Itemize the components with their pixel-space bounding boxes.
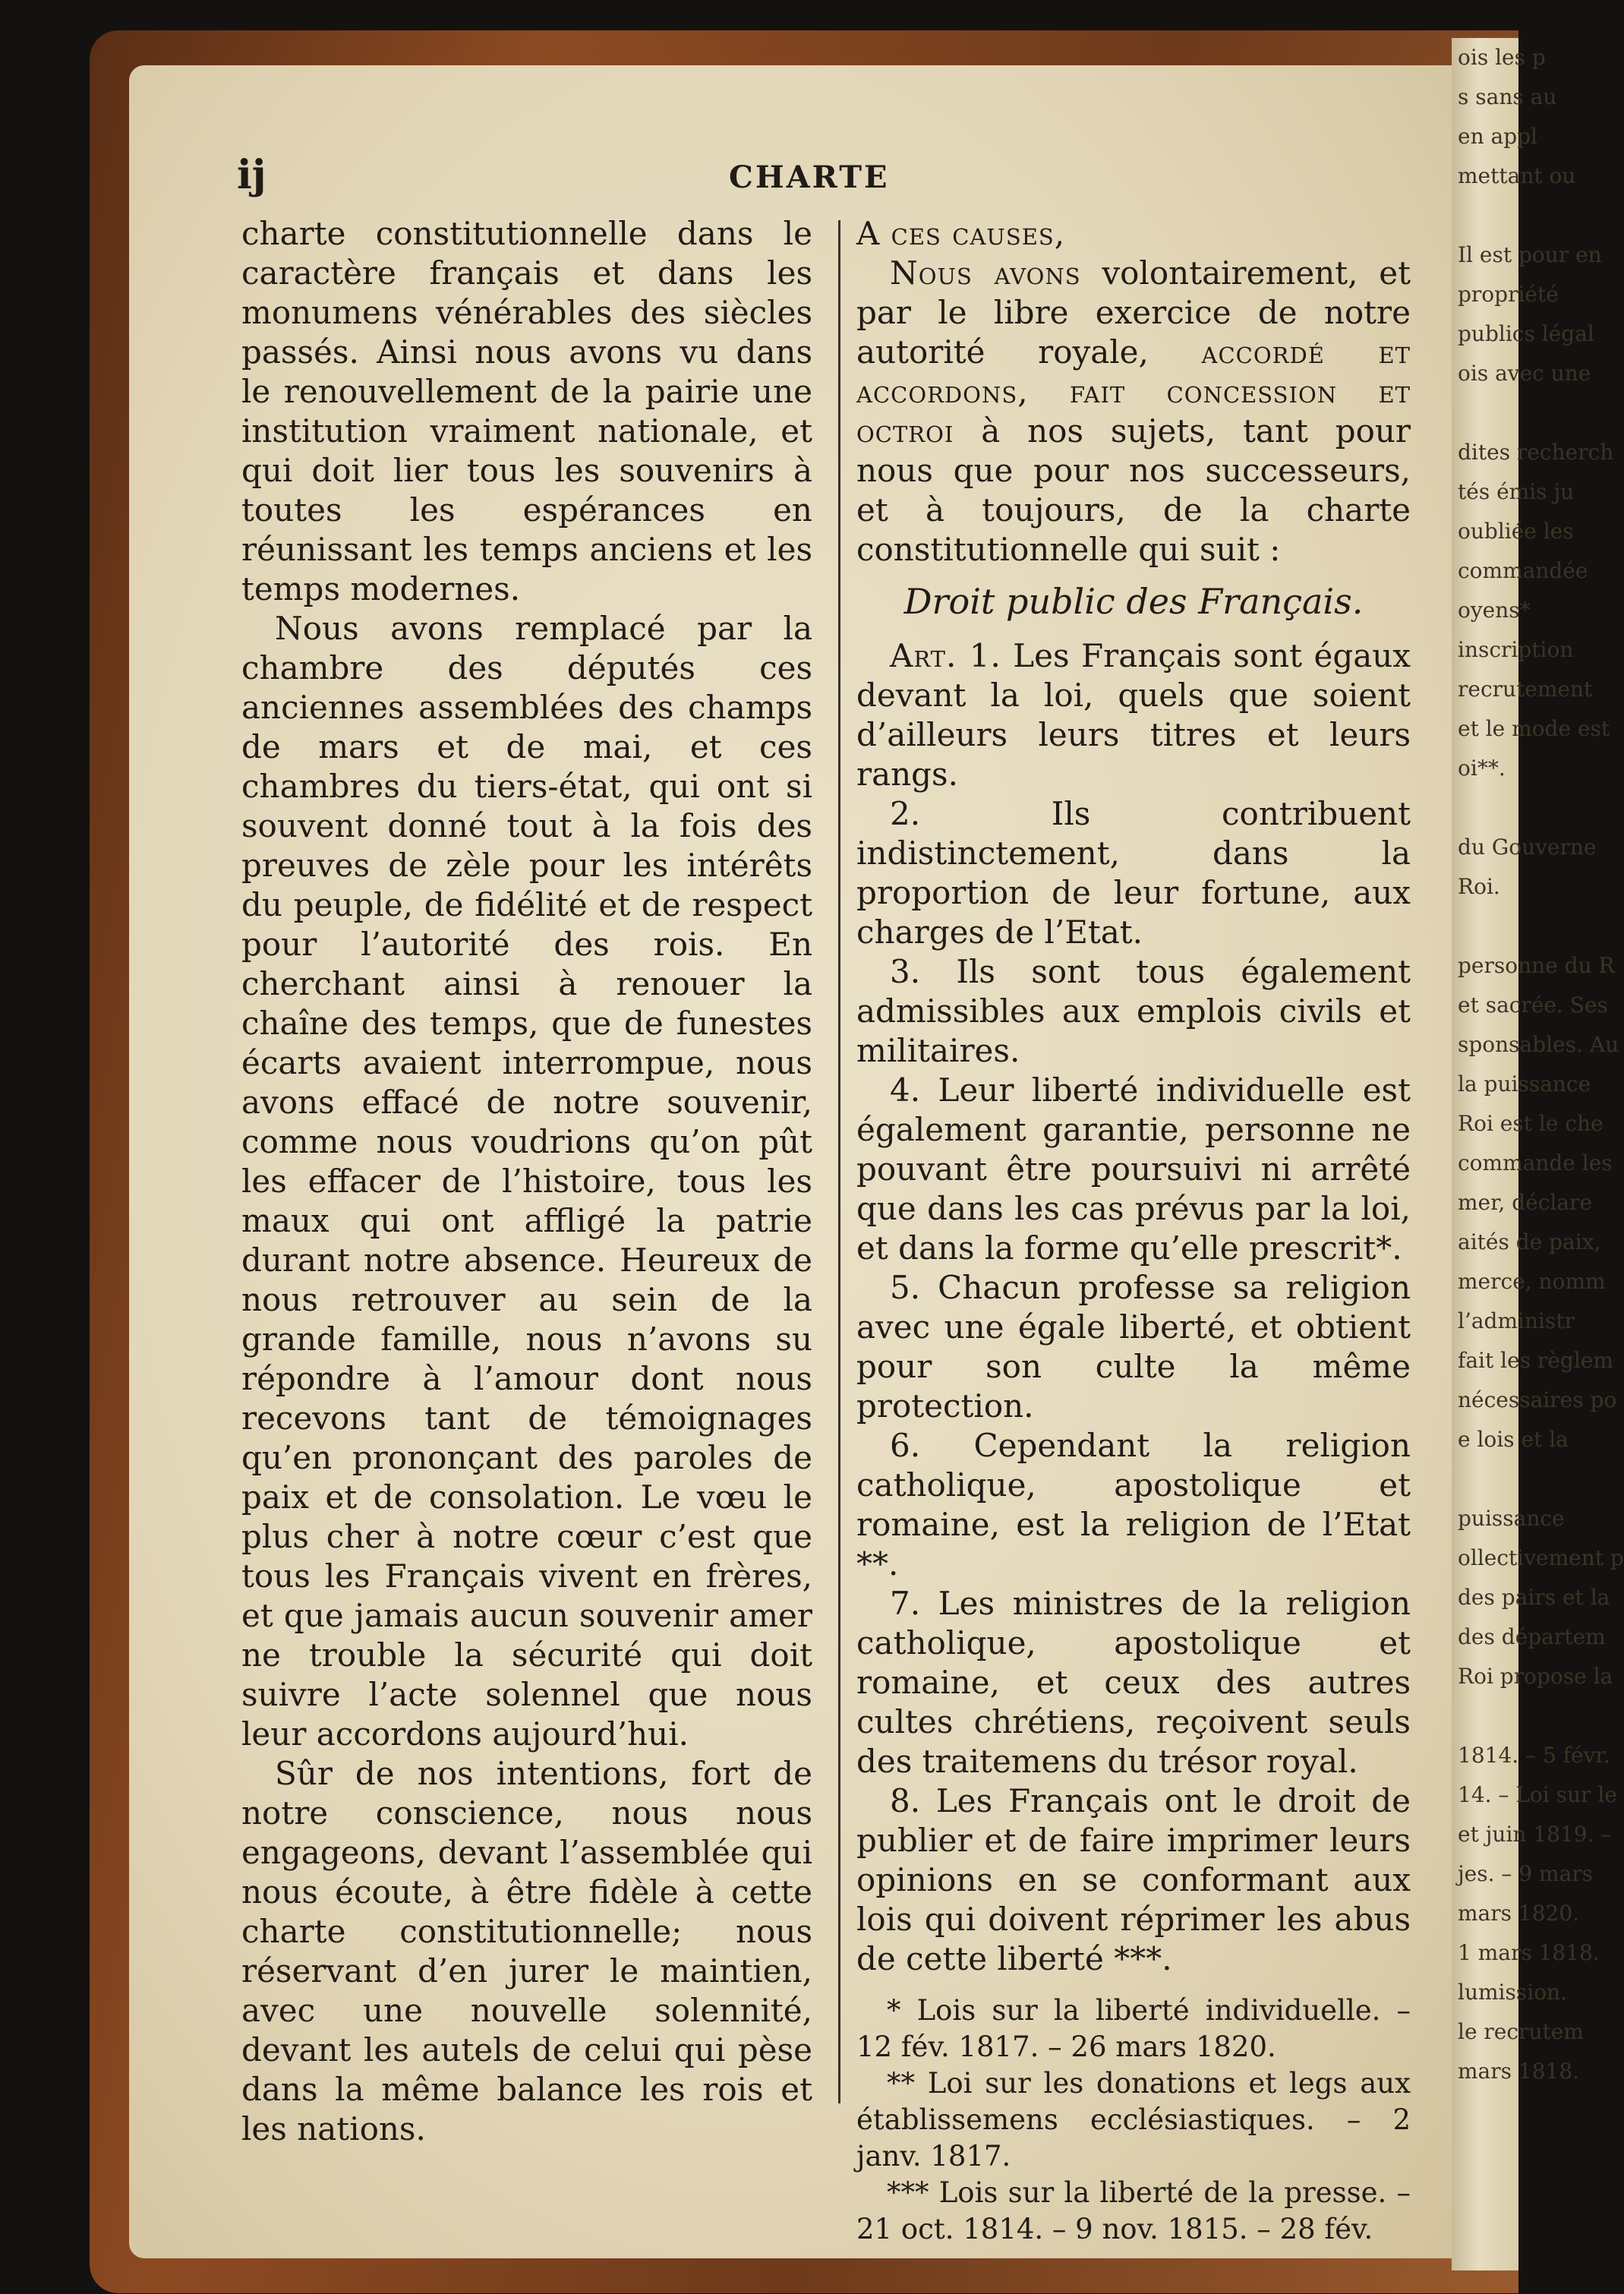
edge-line: commandée bbox=[1458, 558, 1588, 583]
next-page-edge bbox=[1452, 38, 1624, 2270]
edge-line: jes. – 9 mars bbox=[1458, 1861, 1594, 1886]
edge-line: mars 1820. bbox=[1458, 1901, 1580, 1926]
edge-line: ois les p bbox=[1458, 45, 1546, 70]
article-8: 8. Les Français ont le droit de publier et de faire imprimer leurs opinions en se conformant aux lois qui doivent réprimer les abus de cette liberté ***. bbox=[856, 1782, 1411, 1977]
edge-line: tés émis ju bbox=[1458, 479, 1575, 504]
edge-line bbox=[1452, 1696, 1518, 1736]
edge-line bbox=[1452, 393, 1518, 433]
footnotes bbox=[856, 1993, 1411, 2248]
right-column bbox=[856, 214, 1411, 2248]
edge-line: et juin 1819. – bbox=[1458, 1822, 1612, 1847]
edge-line: personne du R bbox=[1458, 953, 1615, 978]
section-title: Droit public des Français. bbox=[903, 581, 1364, 622]
edge-line: sponsables. Au bbox=[1458, 1032, 1619, 1057]
article-1-label: Art. 1. bbox=[890, 637, 1001, 674]
edge-line bbox=[1452, 1459, 1518, 1499]
article-1-text: Les Français sont égaux devant la loi, quels que soient d’ailleurs leurs titres et leurs rangs. bbox=[856, 637, 1411, 793]
intro-causes: A ces causes, bbox=[856, 215, 1066, 252]
edge-line: merce, nomm bbox=[1458, 1269, 1606, 1294]
edge-line: puissance bbox=[1458, 1506, 1565, 1531]
edge-line: oubliée les bbox=[1458, 519, 1574, 544]
edge-line: ois avec une bbox=[1458, 361, 1591, 386]
edge-line: nécessaires po bbox=[1458, 1387, 1617, 1412]
edge-line: et sacrée. Ses bbox=[1458, 992, 1608, 1018]
edge-line: Roi propose la bbox=[1458, 1664, 1613, 1689]
article-5: 5. Chacun professe sa religion avec une égale liberté, et obtient pour son culte la même protection. bbox=[856, 1269, 1411, 1425]
edge-line: l’administr bbox=[1458, 1308, 1575, 1333]
footnote-2: ** Loi sur les donations et legs aux établissemens ecclésiastiques. – 2 janv. 1817. bbox=[856, 2067, 1411, 2173]
intro-paragraph bbox=[856, 254, 1411, 570]
edge-line: des départem bbox=[1458, 1624, 1606, 1649]
edge-line: s sans au bbox=[1458, 84, 1557, 109]
article-3: 3. Ils sont tous également admissibles aux emplois civils et militaires. bbox=[856, 953, 1411, 1069]
edge-line: fait les règlem bbox=[1458, 1348, 1613, 1373]
edge-line: recrutement bbox=[1458, 677, 1593, 702]
edge-line: Roi est le che bbox=[1458, 1111, 1604, 1136]
edge-line: aités de paix, bbox=[1458, 1229, 1601, 1254]
page-number: ij bbox=[237, 152, 266, 198]
edge-line: 1814. – 5 févr. bbox=[1458, 1743, 1610, 1768]
footnote-1: * Lois sur la liberté individuelle. – 12 fév. 1817. – 26 mars 1820. bbox=[856, 1994, 1411, 2063]
edge-line: en appl bbox=[1458, 124, 1537, 149]
left-column bbox=[241, 214, 812, 2149]
edge-line: oi**. bbox=[1458, 756, 1506, 781]
edge-line: oyens* bbox=[1458, 598, 1531, 623]
article-1 bbox=[856, 636, 1411, 794]
edge-line bbox=[1452, 196, 1518, 235]
edge-line: publics légal bbox=[1458, 321, 1594, 346]
edge-line: propriété bbox=[1458, 282, 1559, 307]
intro-text-2: à nos sujets, tant pour nous que pour nos successeurs, et à toujours, de la charte constitutionnelle qui suit : bbox=[856, 412, 1411, 568]
edge-line: le recrutem bbox=[1458, 2019, 1584, 2044]
intro-text-1: volontairement, et par le libre exercice de notre autorité royale, bbox=[856, 254, 1411, 371]
article-7: 7. Les ministres de la religion catholique, apostolique et romaine, et ceux des autres cultes chrétiens, reçoivent seuls des traitemens du trésor royal. bbox=[856, 1585, 1411, 1780]
edge-line: Roi. bbox=[1458, 874, 1500, 899]
footnote-3: *** Lois sur la liberté de la presse. – 21 oct. 1814. – 9 nov. 1815. – 28 fév. bbox=[856, 2176, 1411, 2245]
edge-line bbox=[1452, 788, 1518, 828]
article-4: 4. Leur liberté individuelle est également garantie, personne ne pouvant être poursuivi ni arrêté que dans les cas prévus par la loi, et dans la forme qu’elle prescrit*. bbox=[856, 1071, 1411, 1267]
edge-line bbox=[1452, 907, 1518, 946]
article-2: 2. Ils contribuent indistinctement, dans la proportion de leur fortune, aux charges de l’Etat. bbox=[856, 795, 1411, 951]
column-rule bbox=[838, 220, 840, 2103]
edge-line: dites recherch bbox=[1458, 440, 1614, 465]
edge-line: inscription bbox=[1458, 637, 1574, 662]
edge-line: mer, déclare bbox=[1458, 1190, 1593, 1215]
edge-line: e lois et la bbox=[1458, 1427, 1569, 1452]
edge-line: des pairs et la bbox=[1458, 1585, 1610, 1610]
edge-line: mars 1818. bbox=[1458, 2059, 1580, 2084]
intro-small-caps-start: Nous avons bbox=[890, 254, 1081, 292]
running-head: CHARTE bbox=[729, 159, 890, 195]
left-paragraph-3: Sûr de nos intentions, fort de notre conscience, nous nous engageons, devant l’assemblée qui nous écoute, à être fidèle à cette charte constitutionnelle; nous réservant d’en jurer le maintien, avec une nouvelle solennité, devant les autels de celui qui pèse dans la même balance les rois et les nations. bbox=[241, 1755, 812, 2147]
edge-line: et le mode est bbox=[1458, 716, 1610, 741]
edge-line: commande les bbox=[1458, 1150, 1613, 1175]
left-paragraph-1: charte constitutionnelle dans le caractère français et dans les monumens vénérables des siècles passés. Ainsi nous avons vu dans le renouvellement de la pairie une institution vraiment nationale, et qui doit lier tous les souvenirs à toutes les espérances en réunissant les temps anciens et les temps modernes. bbox=[241, 215, 812, 607]
article-6: 6. Cependant la religion catholique, apostolique et romaine, est la religion de l’Etat **. bbox=[856, 1427, 1411, 1582]
edge-line: ollectivement p bbox=[1458, 1545, 1624, 1570]
intro-small-caps-mid: accordé et accordons, fait concession et octroi bbox=[856, 333, 1411, 450]
edge-line: la puissance bbox=[1458, 1071, 1591, 1097]
left-paragraph-2: Nous avons remplacé par la chambre des députés ces anciennes assemblées des champs de mars et de mai, et ces chambres du tiers-état, qui ont si souvent donné tout à la fois des preuves de zèle pour les intérêts du peuple, de fidélité et de respect pour l’autorité des rois. En cherchant ainsi à renouer la chaîne des temps, que de funestes écarts avaient interrompue, nous avons effacé de notre souvenir, comme nous voudrions qu’on pût les effacer de l’histoire, tous les maux qui ont affligé la patrie durant notre absence. Heureux de nous retrouver au sein de la grande famille, nous n’avons su répondre à l’amour dont nous recevons tant de témoignages qu’en prononçant des paroles de paix et de consolation. Le vœu le plus cher à notre cœur c’est que tous les Français vivent en frères, et que jamais aucun souvenir amer ne trouble la sécurité qui doit suivre l’acte solennel que nous leur accordons aujourd’hui. bbox=[241, 610, 812, 1753]
edge-line: mettant ou bbox=[1458, 163, 1576, 188]
edge-line: Il est pour en bbox=[1458, 242, 1602, 267]
edge-line: lumission. bbox=[1458, 1980, 1567, 2005]
edge-line: 14. – Loi sur le bbox=[1458, 1782, 1617, 1807]
edge-line: 1 mars 1818. bbox=[1458, 1940, 1600, 1965]
edge-line: du Gouverne bbox=[1458, 835, 1597, 860]
